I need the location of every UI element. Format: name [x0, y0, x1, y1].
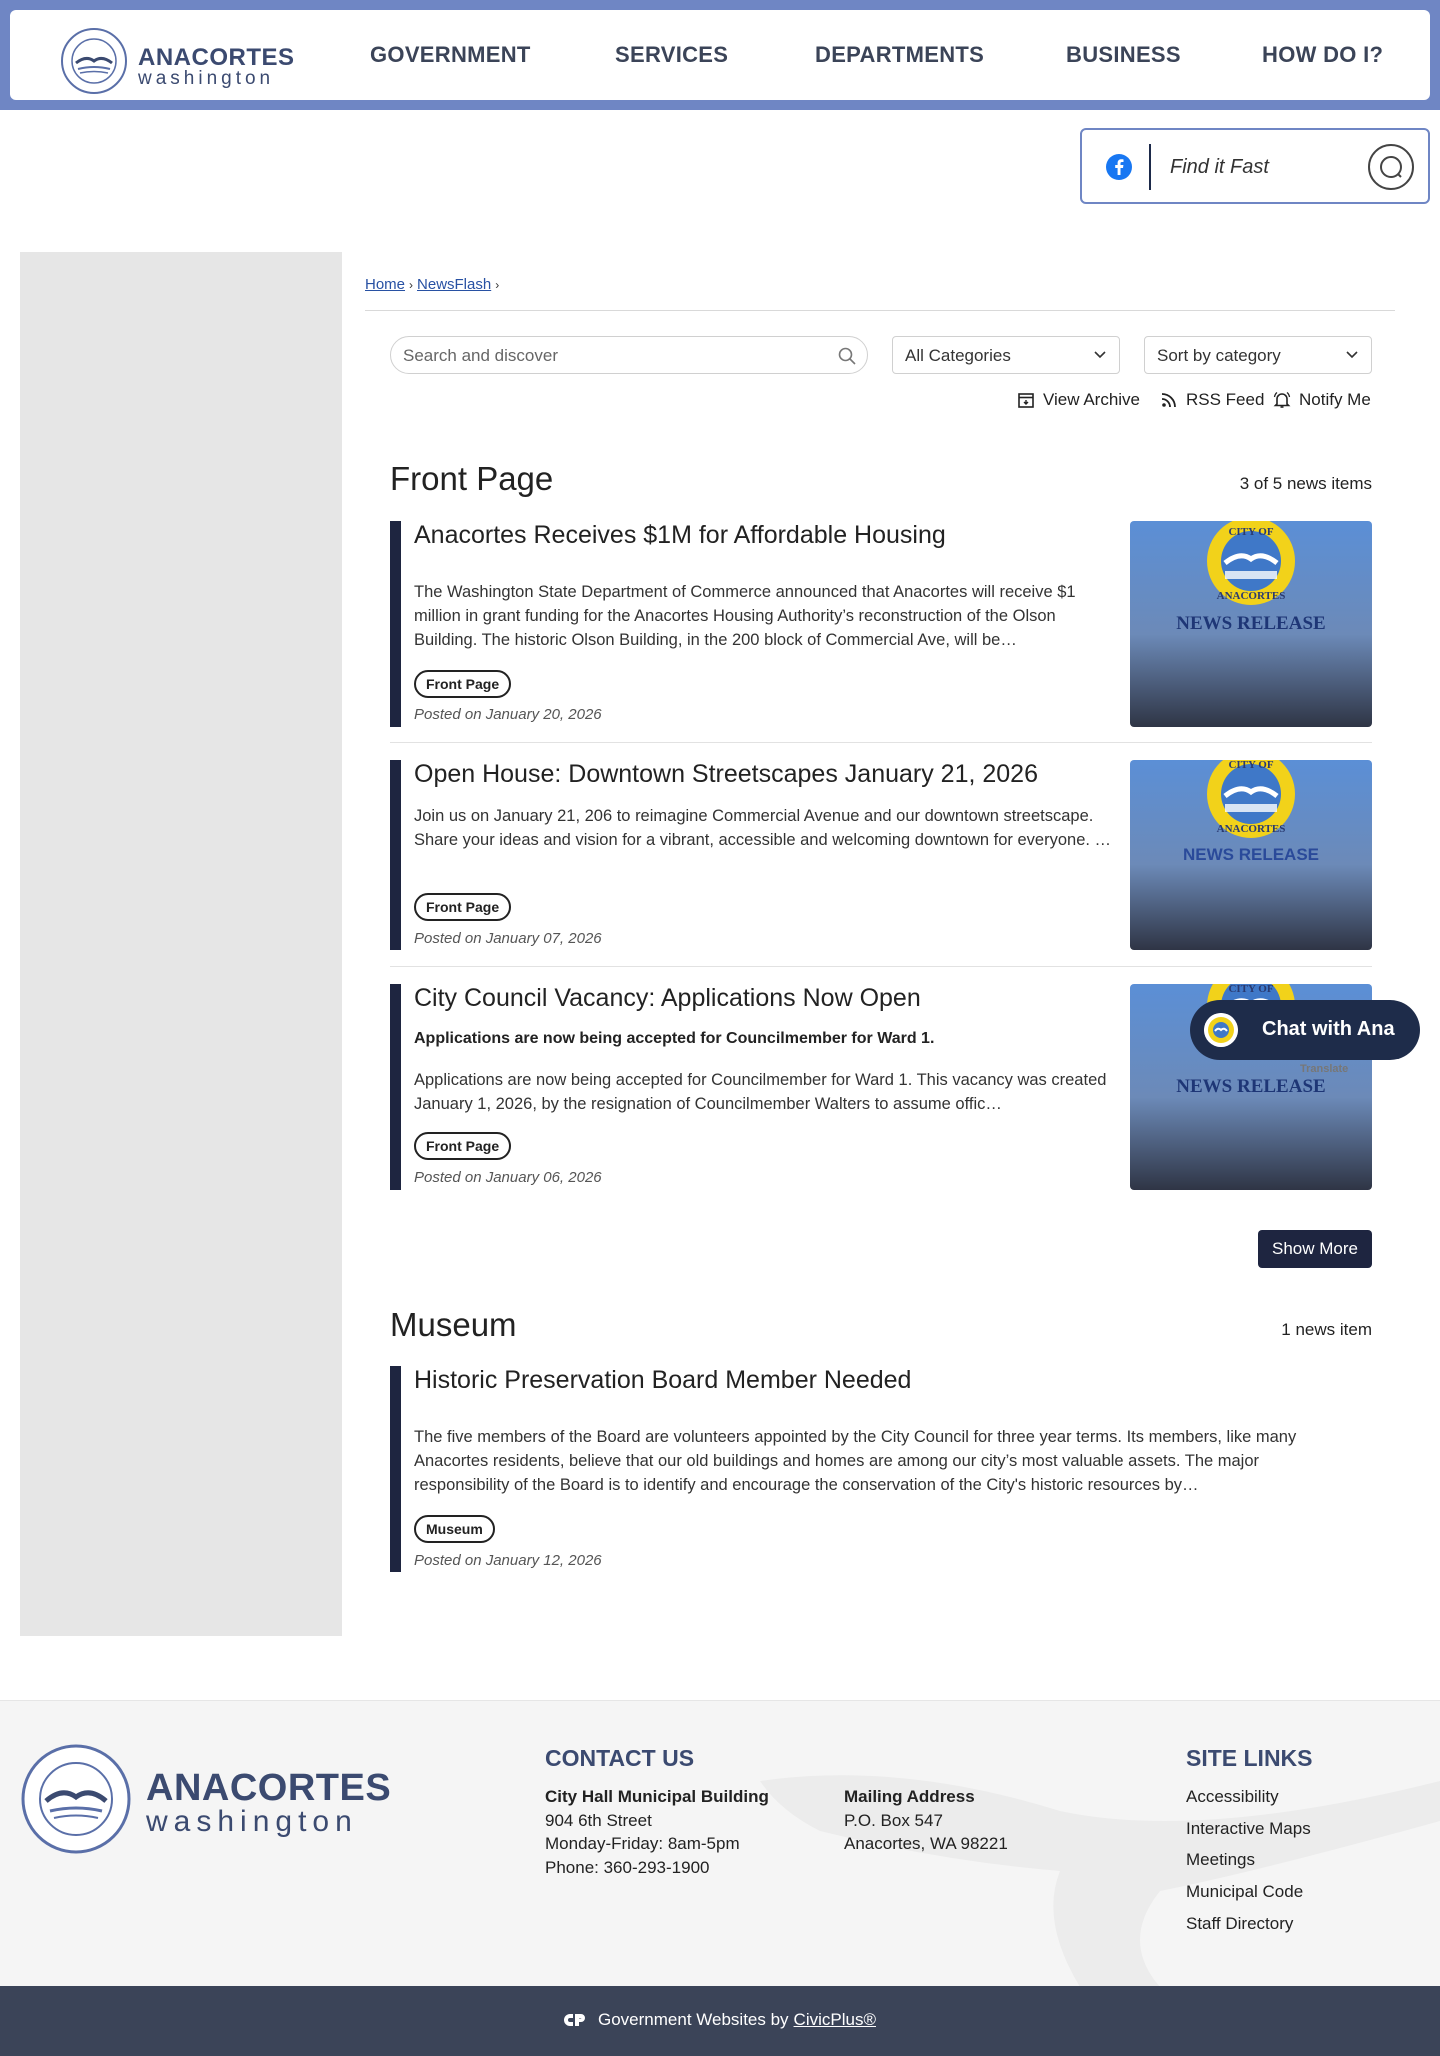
- breadcrumb-divider: [365, 310, 1395, 311]
- footer-credit-band: [0, 1986, 1440, 2056]
- news-item-category-tag[interactable]: Front Page: [414, 670, 511, 698]
- news-item-title[interactable]: Historic Preservation Board Member Needed: [414, 1366, 912, 1394]
- site-link-meetings[interactable]: Meetings: [1186, 1850, 1255, 1869]
- news-item: [390, 1366, 1372, 1572]
- section-title-front-page: Front Page: [390, 460, 554, 497]
- notify-me-link[interactable]: [1273, 390, 1371, 410]
- site-link-interactive-maps[interactable]: Interactive Maps: [1186, 1819, 1311, 1838]
- news-item-date: Posted on January 20, 2026: [414, 706, 602, 723]
- city-hall-name: City Hall Municipal Building: [545, 1787, 769, 1806]
- civicplus-icon: [562, 2012, 588, 2028]
- news-item-date: Posted on January 12, 2026: [414, 1552, 602, 1569]
- breadcrumb-separator: ›: [409, 278, 414, 292]
- nav-business[interactable]: BUSINESS: [1066, 42, 1181, 67]
- news-item-category-tag[interactable]: Front Page: [414, 893, 511, 921]
- footer-logo-name: ANACORTES: [146, 1767, 392, 1809]
- seal-text-top: CITY OF: [1228, 984, 1274, 995]
- sort-select-value: Sort by category: [1157, 346, 1281, 365]
- news-item-summary: Applications are now being accepted for Councilmember for Ward 1. This vacancy was created January 1, 2026, by the resignation of Councilmember Walters to assume offic…: [414, 1071, 1107, 1113]
- city-hall-address: 904 6th Street: [545, 1811, 652, 1830]
- news-item-summary: The five members of the Board are volunteers appointed by the City Council for three year terms. Its members, like many Anacortes residents, believe that our old buildings and homes are among our city’s most valuable assets. The major responsibility of the Board is to identify and encourage the conservation of the City's historic resources by…: [414, 1428, 1297, 1494]
- sidebar-panel: [20, 252, 342, 1636]
- credit-prefix: Government Websites by: [598, 2010, 789, 2029]
- show-more-button[interactable]: Show More: [1258, 1230, 1372, 1268]
- site-header: [10, 10, 1430, 100]
- find-fast-divider: [1149, 144, 1151, 190]
- news-item-thumbnail[interactable]: [1130, 521, 1372, 727]
- facebook-icon[interactable]: [1106, 154, 1132, 180]
- logo-subtitle: washington: [138, 68, 275, 89]
- news-item: [390, 521, 1372, 727]
- site-logo[interactable]: [50, 20, 310, 90]
- news-item-title[interactable]: City Council Vacancy: Applications Now Open: [414, 984, 921, 1012]
- civicplus-link[interactable]: CivicPlus®: [793, 2010, 876, 2029]
- section-title-museum: Museum: [390, 1306, 517, 1343]
- news-item-accent: [390, 1366, 401, 1572]
- search-icon[interactable]: [837, 346, 857, 366]
- find-fast-input[interactable]: [1170, 152, 1360, 182]
- breadcrumb-separator: ›: [495, 278, 500, 292]
- city-hall-phone[interactable]: Phone: 360-293-1900: [545, 1858, 710, 1877]
- breadcrumb-home[interactable]: Home: [365, 276, 406, 293]
- find-fast-search-button[interactable]: [1368, 144, 1414, 190]
- news-item-category-tag[interactable]: Front Page: [414, 1132, 511, 1160]
- nav-departments[interactable]: DEPARTMENTS: [815, 42, 985, 67]
- nav-government[interactable]: GOVERNMENT: [370, 42, 531, 67]
- seal-text-top: CITY OF: [1228, 760, 1274, 771]
- seal-text-bottom: ANACORTES: [1216, 823, 1286, 835]
- section-count-front-page: 3 of 5 news items: [1239, 474, 1372, 493]
- nav-how-do-i[interactable]: HOW DO I?: [1262, 42, 1384, 67]
- chevron-down-icon: [1093, 350, 1107, 360]
- news-item-summary: The Washington State Department of Commerce announced that Anacortes will receive $1 million in grant funding for the Anacortes Housing Authority’s reconstruction of the Olson Building. The historic Olson Building, in the 200 block of Commercial Ave, will be…: [414, 583, 1076, 649]
- notify-me-label: Notify Me: [1299, 390, 1371, 409]
- city-hall-hours: Monday-Friday: 8am-5pm: [545, 1834, 740, 1853]
- bell-icon: [1273, 391, 1291, 409]
- news-item-divider: [390, 966, 1372, 967]
- section-count-museum: 1 news item: [1281, 1320, 1372, 1339]
- category-select[interactable]: [892, 336, 1120, 374]
- news-item: [390, 760, 1372, 950]
- news-search-input[interactable]: [403, 345, 823, 367]
- mailing-address-line2: Anacortes, WA 98221: [844, 1834, 1008, 1853]
- site-footer: [0, 1700, 1440, 1986]
- news-item-divider: [390, 742, 1372, 743]
- news-item-title[interactable]: Anacortes Receives $1M for Affordable Housing: [414, 521, 946, 549]
- chat-with-ana-button[interactable]: [1190, 1000, 1420, 1060]
- mailing-address-heading: Mailing Address: [844, 1787, 975, 1806]
- news-release-label: NEWS RELEASE: [1182, 845, 1320, 864]
- news-release-label: NEWS RELEASE: [1176, 613, 1326, 634]
- contact-us-heading: CONTACT US: [545, 1745, 695, 1771]
- site-link-municipal-code[interactable]: Municipal Code: [1186, 1882, 1304, 1901]
- view-archive-label: View Archive: [1043, 390, 1141, 409]
- chat-label: Chat with Ana: [1262, 1018, 1395, 1040]
- chat-avatar-icon: [1204, 1013, 1238, 1047]
- site-links-heading: SITE LINKS: [1186, 1745, 1313, 1771]
- breadcrumb: [365, 276, 503, 293]
- news-release-image: [1130, 521, 1372, 727]
- seal-text-top: CITY OF: [1228, 526, 1274, 538]
- rss-feed-label: RSS Feed: [1186, 390, 1265, 409]
- news-item-date: Posted on January 07, 2026: [414, 930, 602, 947]
- news-item-title[interactable]: Open House: Downtown Streetscapes January 21, 2026: [414, 760, 1038, 788]
- news-item-accent: [390, 760, 401, 950]
- category-select-value: All Categories: [905, 346, 1011, 365]
- footer-seal-icon: [20, 1743, 132, 1855]
- news-release-image: [1130, 760, 1372, 950]
- footer-logo-subtitle: washington: [146, 1805, 358, 1838]
- news-search: [390, 336, 868, 374]
- rss-icon: [1160, 391, 1178, 409]
- view-archive-link[interactable]: [1017, 390, 1140, 410]
- find-it-fast: [1080, 128, 1430, 204]
- breadcrumb-newsflash[interactable]: NewsFlash: [417, 276, 492, 293]
- site-link-accessibility[interactable]: Accessibility: [1186, 1787, 1279, 1806]
- civicplus-credit: [562, 2010, 876, 2030]
- site-link-staff-directory[interactable]: Staff Directory: [1186, 1914, 1294, 1933]
- chevron-down-icon: [1345, 350, 1359, 360]
- archive-icon: [1017, 391, 1035, 409]
- nav-services[interactable]: SERVICES: [615, 42, 729, 67]
- rss-feed-link[interactable]: [1160, 390, 1264, 410]
- news-item-thumbnail[interactable]: [1130, 760, 1372, 950]
- news-item-category-tag[interactable]: Museum: [414, 1515, 495, 1543]
- logo-name: ANACORTES: [138, 44, 295, 71]
- news-release-label: NEWS RELEASE: [1176, 1076, 1326, 1097]
- city-seal-icon: [60, 27, 128, 95]
- news-item-date: Posted on January 06, 2026: [414, 1169, 602, 1186]
- mailing-address-line1: P.O. Box 547: [844, 1811, 943, 1830]
- news-item-summary: Join us on January 21, 206 to reimagine Commercial Avenue and our downtown streetscape. Share your ideas and vision for a vibrant, accessible and welcoming downtown for everyone. …: [414, 807, 1112, 849]
- translate-link[interactable]: Translate: [1300, 1063, 1349, 1075]
- news-item-accent: [390, 984, 401, 1190]
- news-item-accent: [390, 521, 401, 727]
- news-item-subtitle: Applications are now being accepted for Councilmember for Ward 1.: [414, 1030, 935, 1047]
- sort-select[interactable]: [1144, 336, 1372, 374]
- search-icon: [1370, 146, 1412, 188]
- seal-text-bottom: ANACORTES: [1216, 590, 1286, 602]
